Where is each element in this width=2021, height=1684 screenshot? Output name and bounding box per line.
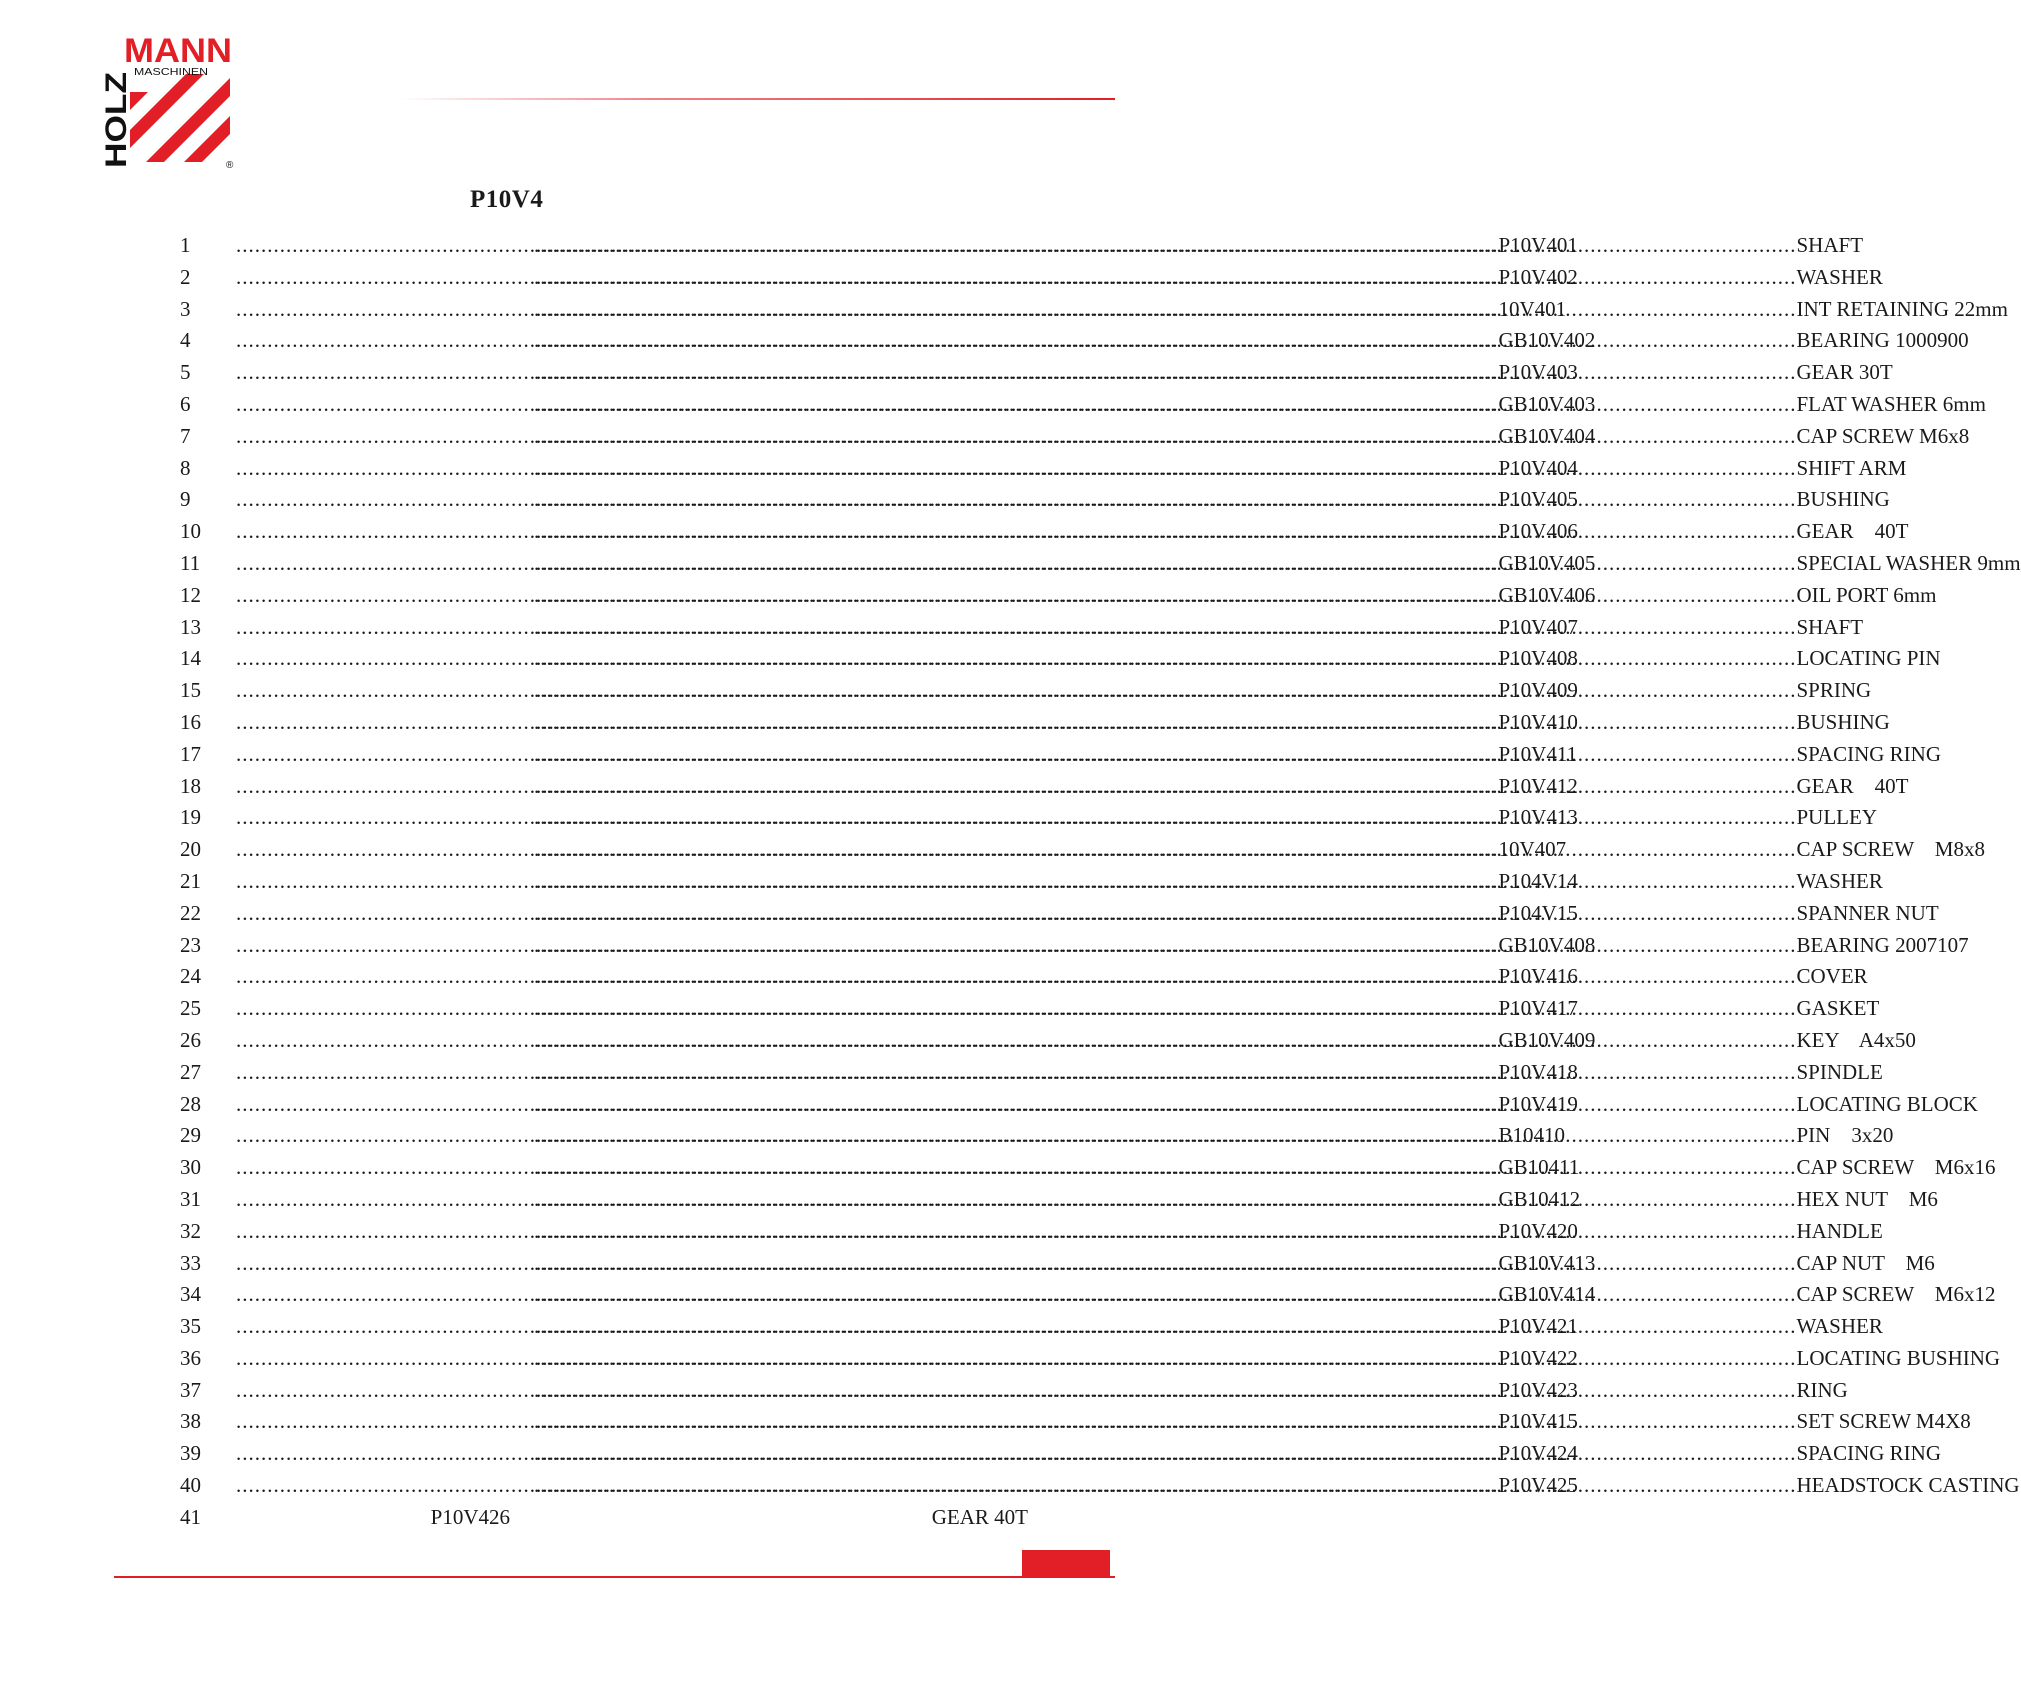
part-description: COVER xyxy=(1796,964,1868,989)
part-code-cell xyxy=(236,643,1578,675)
leader-dots xyxy=(534,389,1797,421)
part-description: CAP SCREW M8x8 xyxy=(1796,837,1985,862)
part-description: SPANNER NUT xyxy=(1796,900,1939,925)
part-code-cell xyxy=(236,930,1596,962)
part-code-cell xyxy=(236,1438,1578,1470)
part-number: 19 xyxy=(180,805,201,830)
part-code-cell xyxy=(236,1025,1596,1057)
part-number: 5 xyxy=(180,360,191,385)
leader-dots xyxy=(534,1311,1797,1343)
footer-accent-block xyxy=(1022,1550,1110,1576)
parts-row xyxy=(0,1406,1971,1438)
parts-row xyxy=(0,262,1883,294)
parts-row xyxy=(0,1025,1916,1057)
parts-row xyxy=(0,548,2021,580)
parts-row xyxy=(0,294,2008,326)
part-code: P10V419 xyxy=(1498,1091,1578,1116)
part-code-cell xyxy=(236,421,1596,453)
part-code-cell xyxy=(236,1089,1578,1121)
part-number: 7 xyxy=(180,423,191,448)
part-number: 2 xyxy=(180,264,191,289)
part-description: SHIFT ARM xyxy=(1796,455,1907,480)
parts-row xyxy=(0,930,1969,962)
parts-row xyxy=(0,389,1986,421)
part-number: 41 xyxy=(180,1504,201,1529)
part-description: CAP SCREW M6x16 xyxy=(1796,1155,1996,1180)
brand-wordmark: MANN xyxy=(124,32,232,70)
part-number: 37 xyxy=(180,1377,201,1402)
part-number: 34 xyxy=(180,1282,201,1307)
part-code-cell xyxy=(236,993,1578,1025)
part-number: 28 xyxy=(180,1091,201,1116)
part-code-cell xyxy=(236,1248,1596,1280)
leader-dots xyxy=(534,1057,1797,1089)
parts-row xyxy=(0,898,1939,930)
part-number: 10 xyxy=(180,519,201,544)
part-code: P10V421 xyxy=(1498,1314,1578,1339)
part-description-cell xyxy=(534,1502,1028,1534)
part-number: 20 xyxy=(180,837,201,862)
leader-dots xyxy=(534,771,1797,803)
leader-dots xyxy=(534,1406,1797,1438)
parts-row xyxy=(0,1438,1942,1470)
part-number: 17 xyxy=(180,741,201,766)
part-number: 11 xyxy=(180,550,201,575)
part-code: P104V15 xyxy=(1498,900,1578,925)
parts-row xyxy=(0,612,1864,644)
part-code: P10V424 xyxy=(1498,1441,1578,1466)
leader-dots xyxy=(534,1343,1797,1375)
part-code: P10V408 xyxy=(1498,646,1578,671)
part-code: GB10V405 xyxy=(1498,550,1596,575)
part-code-cell xyxy=(236,675,1578,707)
part-code-cell xyxy=(236,1343,1578,1375)
leader-dots xyxy=(534,1089,1797,1121)
part-description: BUSHING xyxy=(1796,487,1890,512)
part-code: P10V423 xyxy=(1498,1377,1578,1402)
part-code-cell xyxy=(236,771,1578,803)
part-number: 15 xyxy=(180,678,201,703)
parts-row xyxy=(0,357,1893,389)
part-description: HANDLE xyxy=(1796,1218,1883,1243)
parts-row xyxy=(0,453,1907,485)
leader-dots xyxy=(534,898,1797,930)
leader-dots xyxy=(534,1502,932,1534)
part-number: 29 xyxy=(180,1123,201,1148)
part-code: P10V402 xyxy=(1498,264,1578,289)
part-code-cell xyxy=(236,739,1578,771)
brand-vertical-wordmark: HOLZ xyxy=(100,86,133,168)
part-number: 32 xyxy=(180,1218,201,1243)
part-code: GB10V402 xyxy=(1498,328,1596,353)
part-description: KEY A4x50 xyxy=(1796,1027,1916,1052)
parts-row xyxy=(0,484,1890,516)
part-description: WASHER xyxy=(1796,868,1883,893)
parts-row xyxy=(0,325,1969,357)
leader-dots xyxy=(534,802,1797,834)
part-description: SPACING RING xyxy=(1796,1441,1942,1466)
leader-dots xyxy=(534,294,1797,326)
part-description: GEAR 40T xyxy=(931,1504,1028,1529)
leader-dots xyxy=(534,580,1797,612)
header-rule xyxy=(400,98,1115,100)
leader-dots xyxy=(534,421,1797,453)
holzmann-logo xyxy=(100,32,244,171)
part-number: 4 xyxy=(180,328,191,353)
part-number: 35 xyxy=(180,1314,201,1339)
part-code: P10V425 xyxy=(1498,1473,1578,1498)
part-number: 23 xyxy=(180,932,201,957)
part-description: BEARING 2007107 xyxy=(1796,932,1969,957)
parts-row xyxy=(0,1089,1978,1121)
leader-dots xyxy=(534,1470,1797,1502)
part-code-cell xyxy=(236,1502,510,1534)
part-code-cell xyxy=(236,1279,1596,1311)
registered-mark: ® xyxy=(226,160,234,171)
leader-dots xyxy=(534,1438,1797,1470)
leader-dots xyxy=(534,1184,1797,1216)
part-description: SPINDLE xyxy=(1796,1059,1883,1084)
part-code-cell xyxy=(236,707,1578,739)
part-number: 40 xyxy=(180,1473,201,1498)
part-code-cell xyxy=(236,961,1578,993)
part-code: P10V403 xyxy=(1498,360,1578,385)
leader-dots xyxy=(534,707,1797,739)
part-number: 25 xyxy=(180,996,201,1021)
leader-dots xyxy=(534,834,1797,866)
part-description: SET SCREW M4X8 xyxy=(1796,1409,1971,1434)
part-code: P10V416 xyxy=(1498,964,1578,989)
part-number: 26 xyxy=(180,1027,201,1052)
part-code-cell xyxy=(236,516,1578,548)
part-code: P10V426 xyxy=(430,1504,510,1529)
parts-row xyxy=(0,961,1868,993)
part-description: WASHER xyxy=(1796,1314,1883,1339)
part-description: SPACING RING xyxy=(1796,741,1942,766)
part-number: 1 xyxy=(180,233,191,257)
footer-rule xyxy=(114,1576,1115,1578)
part-code: P10V412 xyxy=(1498,773,1578,798)
part-number: 3 xyxy=(180,296,191,321)
part-description: SHAFT xyxy=(1796,233,1864,257)
part-description: GEAR 40T xyxy=(1796,519,1909,544)
parts-row xyxy=(0,516,1909,548)
part-number: 27 xyxy=(180,1059,201,1084)
part-code-cell xyxy=(236,1311,1578,1343)
leader-dots xyxy=(534,1216,1797,1248)
part-code-cell xyxy=(236,1057,1578,1089)
part-code-cell xyxy=(236,1406,1578,1438)
part-code: P10V420 xyxy=(1498,1218,1578,1243)
leader-dots xyxy=(534,1248,1797,1280)
part-code: GB10V403 xyxy=(1498,391,1596,416)
leader-dots xyxy=(534,548,1797,580)
part-code: P10V401 xyxy=(1498,233,1578,257)
part-code-cell xyxy=(236,230,1578,262)
part-code: P10V422 xyxy=(1498,1345,1578,1370)
part-code: 10V407 xyxy=(1498,837,1567,862)
part-code-cell xyxy=(236,802,1578,834)
part-number: 16 xyxy=(180,709,201,734)
part-code: P10V417 xyxy=(1498,996,1578,1021)
leader-dots xyxy=(534,739,1797,771)
parts-row xyxy=(0,1057,1883,1089)
part-description: SHAFT xyxy=(1796,614,1864,639)
part-code: P10V415 xyxy=(1498,1409,1578,1434)
part-code-cell xyxy=(236,325,1596,357)
part-code: GB10V406 xyxy=(1498,582,1596,607)
parts-row xyxy=(0,993,1880,1025)
parts-row xyxy=(0,1152,1996,1184)
part-number: 24 xyxy=(180,964,201,989)
part-description: CAP SCREW M6x12 xyxy=(1796,1282,1996,1307)
part-code: GB10411 xyxy=(1498,1155,1580,1180)
parts-row xyxy=(0,1470,2020,1502)
leader-dots xyxy=(534,484,1797,516)
part-description: LOCATING BUSHING xyxy=(1796,1345,2001,1370)
part-code: P10V409 xyxy=(1498,678,1578,703)
parts-row xyxy=(0,1120,1894,1152)
part-code-cell xyxy=(236,294,1567,326)
part-code: GB10V413 xyxy=(1498,1250,1596,1275)
parts-row xyxy=(0,421,1970,453)
leader-dots xyxy=(534,1120,1797,1152)
part-code: P10V407 xyxy=(1498,614,1578,639)
parts-row xyxy=(0,580,1937,612)
part-code-cell xyxy=(236,484,1578,516)
parts-row xyxy=(0,707,1890,739)
part-description: PULLEY xyxy=(1796,805,1877,830)
leader-dots xyxy=(534,262,1797,294)
leader-dots xyxy=(534,612,1797,644)
part-code: 10V401 xyxy=(1498,296,1567,321)
part-code: P10V405 xyxy=(1498,487,1578,512)
part-description: GASKET xyxy=(1796,996,1880,1021)
leader-dots xyxy=(534,453,1797,485)
part-number: 9 xyxy=(180,487,191,512)
leader-dots xyxy=(534,961,1797,993)
part-code-cell xyxy=(236,262,1578,294)
part-description: OIL PORT 6mm xyxy=(1796,582,1937,607)
part-description: WASHER xyxy=(1796,264,1883,289)
part-number: 6 xyxy=(180,391,191,416)
leader-dots xyxy=(534,1279,1797,1311)
parts-row xyxy=(0,1184,1938,1216)
leader-dots xyxy=(534,1375,1797,1407)
part-code-cell xyxy=(236,612,1578,644)
part-description: CAP NUT M6 xyxy=(1796,1250,1935,1275)
part-number: 13 xyxy=(180,614,201,639)
part-code-cell xyxy=(236,1184,1581,1216)
part-description: SPRING xyxy=(1796,678,1872,703)
leader-dots xyxy=(534,866,1797,898)
part-code: GB10V409 xyxy=(1498,1027,1596,1052)
part-number: 14 xyxy=(180,646,201,671)
parts-row xyxy=(0,1248,1935,1280)
part-description: LOCATING BLOCK xyxy=(1796,1091,1978,1116)
parts-row xyxy=(0,866,1883,898)
part-code: GB10V414 xyxy=(1498,1282,1596,1307)
parts-row xyxy=(0,1375,1848,1407)
part-code-cell xyxy=(236,548,1596,580)
leader-dots xyxy=(534,1025,1797,1057)
part-description: GEAR 40T xyxy=(1796,773,1909,798)
leader-dots xyxy=(534,1152,1797,1184)
part-code-cell xyxy=(236,1375,1578,1407)
part-description: BEARING 1000900 xyxy=(1796,328,1969,353)
leader-dots xyxy=(534,930,1797,962)
part-number: 31 xyxy=(180,1186,201,1211)
parts-list xyxy=(0,230,2021,1534)
parts-row xyxy=(0,802,1877,834)
part-code-cell xyxy=(236,580,1596,612)
part-code-cell xyxy=(236,866,1578,898)
brand-subtitle: MASCHINEN xyxy=(134,67,208,78)
part-description: HEX NUT M6 xyxy=(1796,1186,1938,1211)
part-code: P10V413 xyxy=(1498,805,1578,830)
part-code: GB10V404 xyxy=(1498,423,1596,448)
part-code: P10V404 xyxy=(1498,455,1578,480)
part-description: PIN 3x20 xyxy=(1796,1123,1894,1148)
leader-dots xyxy=(236,1502,431,1534)
parts-row xyxy=(0,1216,1883,1248)
part-description: HEADSTOCK CASTING xyxy=(1796,1473,2020,1498)
part-code: P10V410 xyxy=(1498,709,1578,734)
part-code: P10V418 xyxy=(1498,1059,1578,1084)
part-number: 36 xyxy=(180,1345,201,1370)
part-description: BUSHING xyxy=(1796,709,1890,734)
part-code-cell xyxy=(236,898,1578,930)
part-code-cell xyxy=(236,834,1567,866)
page-title: P10V4 xyxy=(470,186,544,213)
part-description: RING xyxy=(1796,1377,1848,1402)
part-number: 30 xyxy=(180,1155,201,1180)
part-number: 33 xyxy=(180,1250,201,1275)
part-code-cell xyxy=(236,389,1596,421)
part-number: 12 xyxy=(180,582,201,607)
leader-dots xyxy=(534,643,1797,675)
leader-dots xyxy=(534,357,1797,389)
part-code: P10V411 xyxy=(1498,741,1578,766)
part-code-cell xyxy=(236,1470,1578,1502)
part-description: LOCATING PIN xyxy=(1796,646,1941,671)
part-code: GB10412 xyxy=(1498,1186,1581,1211)
parts-row xyxy=(0,1311,1883,1343)
parts-row xyxy=(0,675,1872,707)
part-code: P104V14 xyxy=(1498,868,1578,893)
part-code-cell xyxy=(236,1152,1580,1184)
part-number: 38 xyxy=(180,1409,201,1434)
leader-dots xyxy=(534,993,1797,1025)
parts-row xyxy=(0,1279,1996,1311)
part-code-cell xyxy=(236,1216,1578,1248)
part-description: INT RETAINING 22mm xyxy=(1796,296,2008,321)
part-description: GEAR 30T xyxy=(1796,360,1893,385)
leader-dots xyxy=(534,325,1797,357)
part-number: 18 xyxy=(180,773,201,798)
part-description: CAP SCREW M6x8 xyxy=(1796,423,1970,448)
part-code-cell xyxy=(236,1120,1566,1152)
part-code-cell xyxy=(236,357,1578,389)
parts-row xyxy=(0,834,1985,866)
leader-dots xyxy=(534,516,1797,548)
part-code: B10410 xyxy=(1498,1123,1566,1148)
part-number: 22 xyxy=(180,900,201,925)
part-code-cell xyxy=(236,453,1578,485)
parts-row xyxy=(0,1502,1191,1534)
parts-row xyxy=(0,230,1864,262)
part-code: P10V406 xyxy=(1498,519,1578,544)
part-number: 8 xyxy=(180,455,191,480)
part-number: 21 xyxy=(180,868,201,893)
leader-dots xyxy=(534,230,1797,262)
parts-row xyxy=(0,739,1942,771)
parts-row xyxy=(0,643,1941,675)
part-description: SPECIAL WASHER 9mm xyxy=(1796,550,2021,575)
part-description: FLAT WASHER 6mm xyxy=(1796,391,1986,416)
part-number: 39 xyxy=(180,1441,201,1466)
part-code: GB10V408 xyxy=(1498,932,1596,957)
parts-row xyxy=(0,771,1909,803)
parts-row xyxy=(0,1343,2001,1375)
leader-dots xyxy=(534,675,1797,707)
